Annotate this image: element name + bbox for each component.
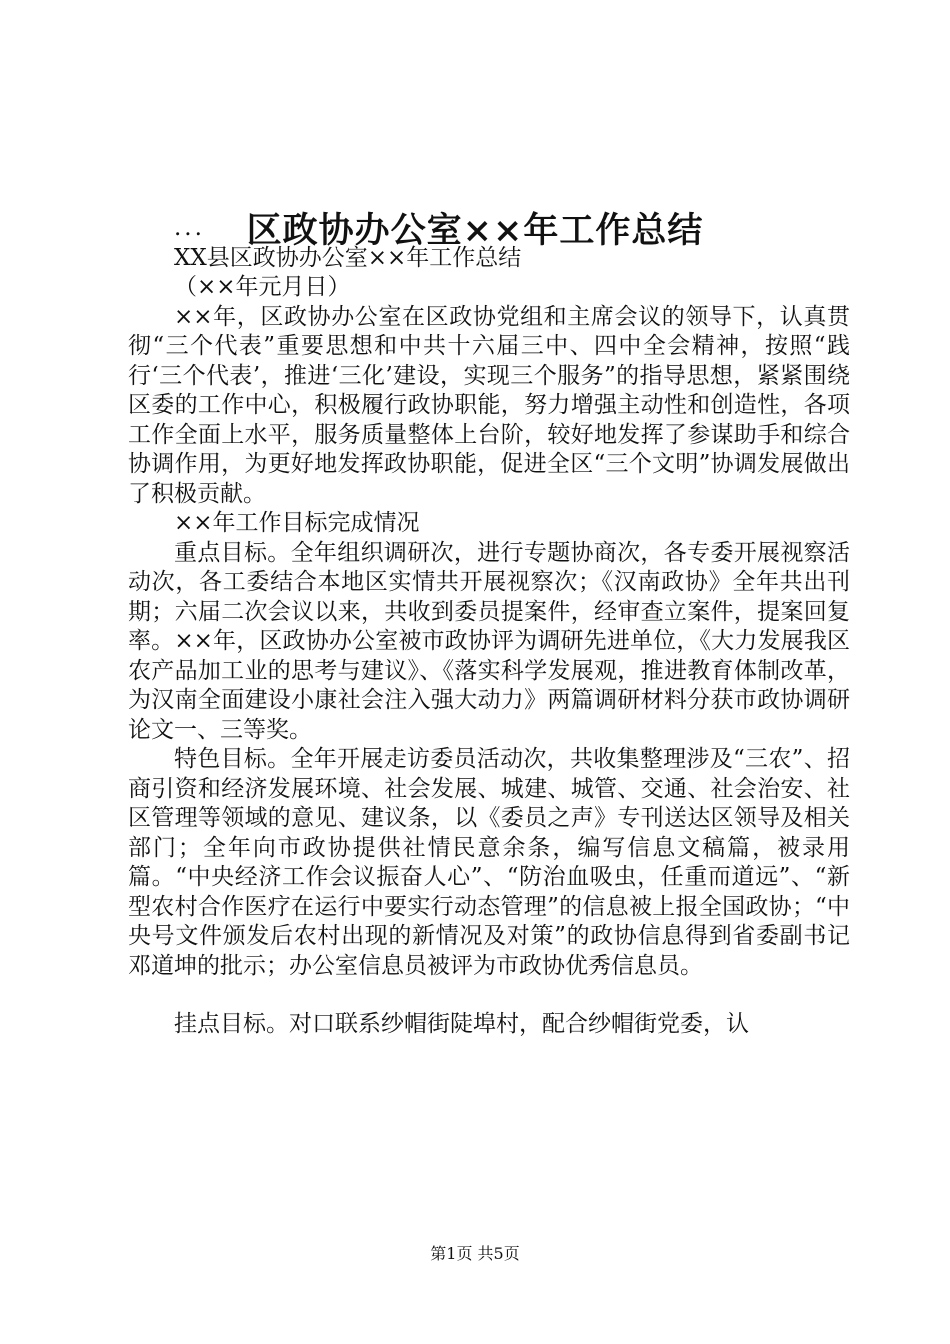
page-footer: 第1页 共5页 <box>430 1244 520 1263</box>
feature-goals-paragraph: 特色目标。全年开展走访委员活动次，共收集整理涉及“三农”、招商引资和经济发展环境、社会发展、城建、城管、交通、社会治安、社区管理等领域的意见、建议条，以《委员之声》专刊送达区领导及相关部门；全年向市政协提供社情民意余条，编写信息文稿篇，被录用篇。“中央经济工作会议振奋人心”、“防治血吸虫，任重而道远”、“新型农村合作医疗在运行中要实行动态管理”的信息被上报全国政协；“中央号文件颁发后农村出现的新情况及对策”的政协信息得到省委副书记邓道坤的批示；办公室信息员被评为市政协优秀信息员。 <box>128 746 850 979</box>
document-body <box>128 214 850 1040</box>
subtitle-line: XX县区政协办公室××年工作总结 <box>174 244 522 271</box>
document-title: 区政协办公室××年工作总结 <box>246 210 704 252</box>
ellipsis-line: ... <box>174 215 205 241</box>
section-heading: ××年工作目标完成情况 <box>174 510 420 536</box>
linked-goals-paragraph: 挂点目标。对口联系纱帽街陡埠村，配合纱帽街党委，认 <box>174 1011 749 1037</box>
intro-paragraph: ××年，区政协办公室在区政协党组和主席会议的领导下，认真贯彻“三个代表”重要思想和中共十六届三中、四中全会精神，按照“践行‘三个代表’，推进‘三化’建设，实现三个服务”的指导思想，紧紧围绕区委的工作中心，积极履行政协职能，努力增强主动性和创造性，各项工作全面上水平，服务质量整体上台阶，较好地发挥了参谋助手和综合协调作用，为更好地发挥政协职能，促进全区“三个文明”协调发展做出了积极贡献。 <box>128 303 850 507</box>
key-goals-paragraph: 重点目标。全年组织调研次，进行专题协商次，各专委开展视察活动次，各工委结合本地区实情共开展视察次；《汉南政协》全年共出刊期；六届二次会议以来，共收到委员提案件，经审查立案件，提案回复率。××年，区政协办公室被市政协评为调研先进单位，《大力发展我区农产品加工业的思考与建议》、《落实科学发展观，推进教育体制改革，为汉南全面建设小康社会注入强大动力》两篇调研材料分获市政协调研论文一、三等奖。 <box>128 539 850 743</box>
date-line: （××年元月日） <box>174 274 351 300</box>
